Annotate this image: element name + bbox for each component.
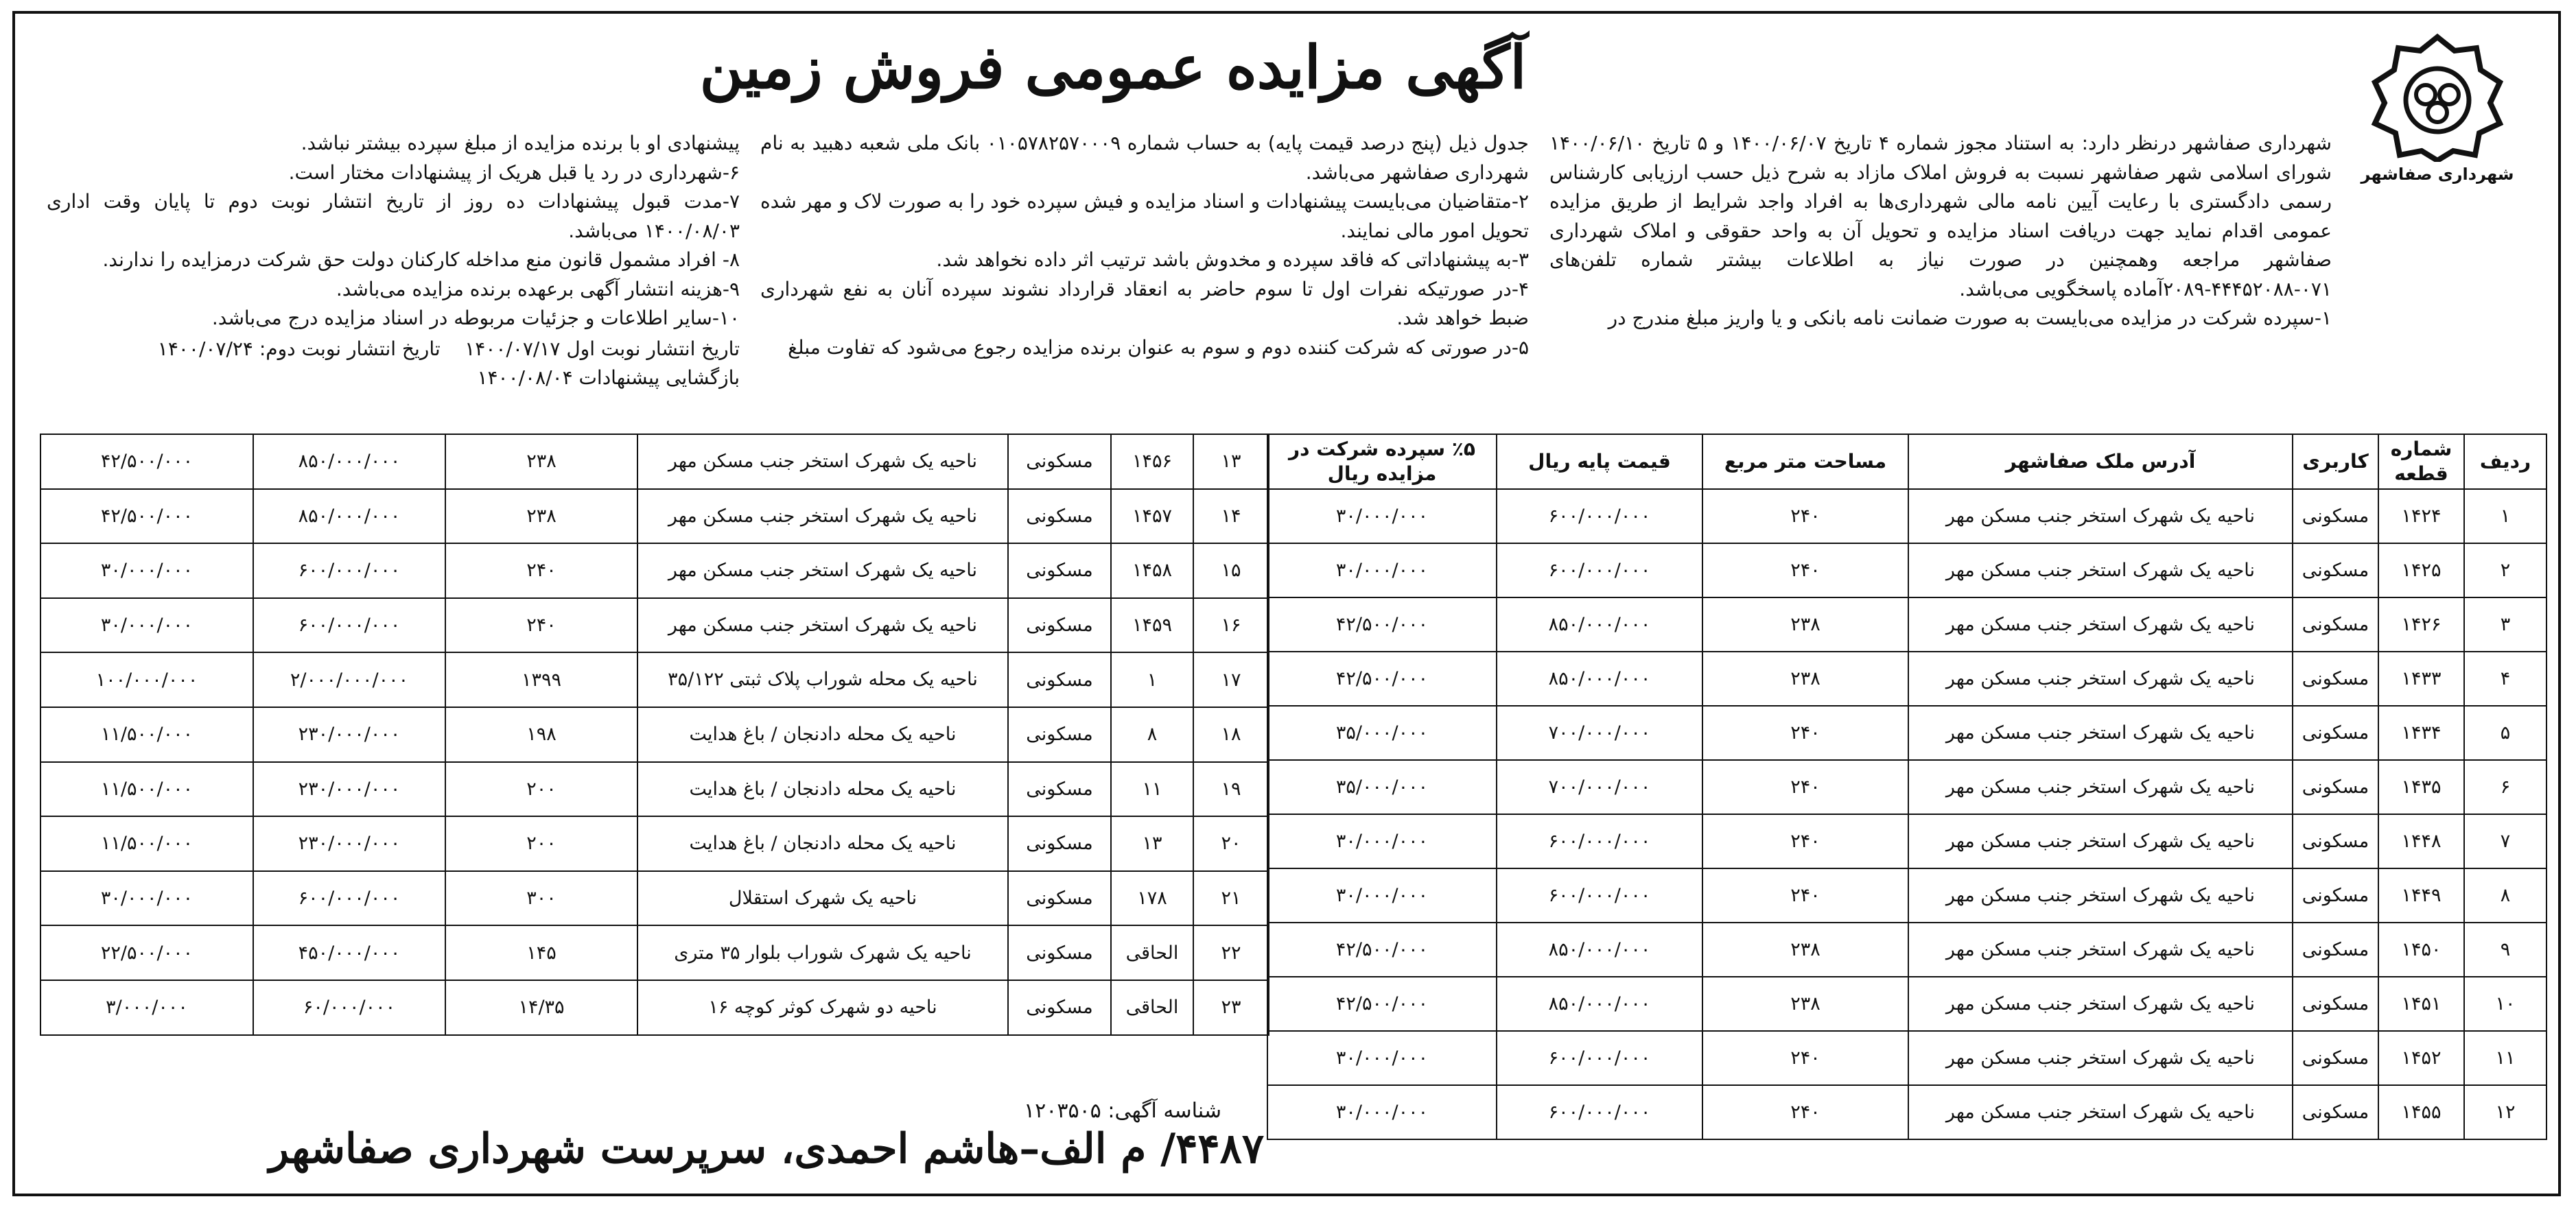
row-number-cell: ۱۶	[1193, 598, 1269, 653]
plot-number-cell: ۱۴۳۵	[2378, 760, 2464, 814]
address-cell: ناحیه یک شهرک شوراب بلوار ۳۵ متری	[637, 925, 1008, 980]
header-area: مساحت متر مربع	[1702, 434, 1908, 489]
address-cell: ناحیه یک شهرک استخر جنب مسکن مهر	[637, 489, 1008, 544]
deposit-cell: ۴۲/۵۰۰/۰۰۰	[1267, 977, 1497, 1031]
publication-first: تاریخ انتشار نوبت اول ۱۴۰۰/۰۷/۱۷	[465, 337, 740, 360]
deposit-cell: ۴۲/۵۰۰/۰۰۰	[40, 434, 253, 489]
publication-dates	[47, 335, 740, 364]
intro-column	[1549, 129, 2332, 333]
usage-cell: مسکونی	[1008, 925, 1111, 980]
deposit-cell: ۴۲/۵۰۰/۰۰۰	[1267, 597, 1497, 652]
row-number-cell: ۱۳	[1193, 434, 1269, 489]
plot-number-cell: ۱۴۴۸	[2378, 814, 2464, 868]
usage-cell: مسکونی	[1008, 434, 1111, 489]
row-number-cell: ۴	[2464, 652, 2546, 706]
row-number-cell: ۲۳	[1193, 980, 1269, 1035]
usage-cell: مسکونی	[2293, 597, 2378, 652]
table-row	[1267, 706, 2546, 760]
table-row	[40, 652, 1269, 707]
row-number-cell: ۱۸	[1193, 707, 1269, 762]
plot-number-cell: ۱۴۵۸	[1111, 543, 1193, 598]
base-price-cell: ۶۰۰/۰۰۰/۰۰۰	[1497, 1085, 1702, 1139]
deposit-cell: ۳۵/۰۰۰/۰۰۰	[1267, 706, 1497, 760]
usage-cell: مسکونی	[1008, 543, 1111, 598]
header-address: آدرس ملک صفاشهر	[1908, 434, 2293, 489]
row-number-cell: ۲	[2464, 543, 2546, 597]
table-row	[1267, 977, 2546, 1031]
usage-cell: مسکونی	[2293, 652, 2378, 706]
base-price-cell: ۲۳۰/۰۰۰/۰۰۰	[253, 707, 445, 762]
row-number-cell: ۷	[2464, 814, 2546, 868]
plot-number-cell: ۱۷۸	[1111, 871, 1193, 926]
plot-number-cell: ۱۴۵۵	[2378, 1085, 2464, 1139]
area-cell: ۲۴۰	[1702, 706, 1908, 760]
area-cell: ۲۳۸	[1702, 597, 1908, 652]
address-cell: ناحیه یک شهرک استخر جنب مسکن مهر	[1908, 543, 2293, 597]
area-cell: ۲۴۰	[445, 598, 637, 653]
terms-left-column	[47, 129, 740, 393]
term-5: ۵-در صورتی که شرکت کننده دوم و سوم به عنوان برنده مزایده رجوع می‌شود که تفاوت مبلغ	[788, 335, 1529, 359]
term-6: ۶-شهرداری در رد یا قبل هریک از پیشنهادات مختار است.	[288, 161, 740, 184]
plot-number-cell: ۱۴۵۱	[2378, 977, 2464, 1031]
usage-cell: مسکونی	[1008, 652, 1111, 707]
signature: ۴۴۸۷/ م الف–هاشم احمدی، سرپرست شهرداری صفاشهر	[269, 1125, 1265, 1173]
row-number-cell: ۳	[2464, 597, 2546, 652]
plot-number-cell: ۱۴۵۷	[1111, 489, 1193, 544]
deposit-cell: ۱۰۰/۰۰۰/۰۰۰	[40, 652, 253, 707]
deposit-cell: ۴۲/۵۰۰/۰۰۰	[1267, 923, 1497, 977]
row-number-cell: ۱۱	[2464, 1031, 2546, 1085]
address-cell: ناحیه یک شهرک استخر جنب مسکن مهر	[1908, 814, 2293, 868]
plot-number-cell: ۱۴۵۲	[2378, 1031, 2464, 1085]
table-row	[1267, 652, 2546, 706]
deposit-cell: ۴۲/۵۰۰/۰۰۰	[1267, 652, 1497, 706]
intro-term-1: ۱-سپرده شرکت در مزایده می‌بایست به صورت ضمانت نامه بانکی و یا واریز مبلغ مندرج در	[1608, 307, 2332, 329]
row-number-cell: ۲۲	[1193, 925, 1269, 980]
address-cell: ناحیه یک محله دادنجان / باغ هدایت	[637, 816, 1008, 871]
deposit-cell: ۳۰/۰۰۰/۰۰۰	[1267, 814, 1497, 868]
base-price-cell: ۷۰۰/۰۰۰/۰۰۰	[1497, 760, 1702, 814]
base-price-cell: ۶۰۰/۰۰۰/۰۰۰	[253, 871, 445, 926]
area-cell: ۲۴۰	[1702, 489, 1908, 543]
usage-cell: مسکونی	[2293, 1031, 2378, 1085]
base-price-cell: ۲۳۰/۰۰۰/۰۰۰	[253, 762, 445, 817]
base-price-cell: ۶۰۰/۰۰۰/۰۰۰	[253, 598, 445, 653]
header-deposit: ٪۵ سپرده شرکت در مزایده ریال	[1267, 434, 1497, 489]
deposit-cell: ۳۰/۰۰۰/۰۰۰	[1267, 868, 1497, 923]
table-row	[40, 598, 1269, 653]
base-price-cell: ۲/۰۰۰/۰۰۰/۰۰۰	[253, 652, 445, 707]
area-cell: ۲۴۰	[1702, 868, 1908, 923]
table-row	[1267, 543, 2546, 597]
row-number-cell: ۲۱	[1193, 871, 1269, 926]
usage-cell: مسکونی	[2293, 923, 2378, 977]
row-number-cell: ۶	[2464, 760, 2546, 814]
base-price-cell: ۷۰۰/۰۰۰/۰۰۰	[1497, 706, 1702, 760]
header-plot-number: شماره قطعه	[2378, 434, 2464, 489]
row-number-cell: ۱۴	[1193, 489, 1269, 544]
table-row	[40, 871, 1269, 926]
row-number-cell: ۹	[2464, 923, 2546, 977]
area-cell: ۲۰۰	[445, 762, 637, 817]
plot-number-cell: ۱۴۲۵	[2378, 543, 2464, 597]
deposit-cell: ۳۵/۰۰۰/۰۰۰	[1267, 760, 1497, 814]
base-price-cell: ۶۰۰/۰۰۰/۰۰۰	[253, 543, 445, 598]
deposit-cell: ۳۰/۰۰۰/۰۰۰	[40, 543, 253, 598]
row-number-cell: ۱۰	[2464, 977, 2546, 1031]
deposit-cell: ۳۰/۰۰۰/۰۰۰	[1267, 1031, 1497, 1085]
address-cell: ناحیه دو شهرک کوثر کوچه ۱۶	[637, 980, 1008, 1035]
row-number-cell: ۱۹	[1193, 762, 1269, 817]
area-cell: ۲۳۸	[1702, 977, 1908, 1031]
header-base-price: قیمت پایه ریال	[1497, 434, 1702, 489]
term-2: ۲-متقاضیان می‌بایست پیشنهادات و اسناد مزایده و فیش سپرده خود را به صورت لاک و مهر شده تحویل امور مالی نمایند.	[760, 190, 1529, 242]
address-cell: ناحیه یک محله شوراب پلاک ثبتی ۳۵/۱۲۲	[637, 652, 1008, 707]
table-row	[40, 434, 1269, 489]
table-row	[1267, 760, 2546, 814]
area-cell: ۲۳۸	[1702, 923, 1908, 977]
plot-number-cell: الحاقی	[1111, 980, 1193, 1035]
base-price-cell: ۸۵۰/۰۰۰/۰۰۰	[1497, 597, 1702, 652]
usage-cell: مسکونی	[1008, 816, 1111, 871]
address-cell: ناحیه یک محله دادنجان / باغ هدایت	[637, 762, 1008, 817]
deposit-cell: ۳۰/۰۰۰/۰۰۰	[1267, 489, 1497, 543]
deposit-cell: ۳۰/۰۰۰/۰۰۰	[40, 598, 253, 653]
base-price-cell: ۸۵۰/۰۰۰/۰۰۰	[1497, 977, 1702, 1031]
address-cell: ناحیه یک شهرک استخر جنب مسکن مهر	[1908, 652, 2293, 706]
plot-number-cell: ۱۴۵۹	[1111, 598, 1193, 653]
plot-number-cell: ۱۴۵۶	[1111, 434, 1193, 489]
plot-number-cell: ۱۱	[1111, 762, 1193, 817]
row-number-cell: ۸	[2464, 868, 2546, 923]
plot-number-cell: ۱	[1111, 652, 1193, 707]
base-price-cell: ۸۵۰/۰۰۰/۰۰۰	[253, 434, 445, 489]
base-price-cell: ۴۵۰/۰۰۰/۰۰۰	[253, 925, 445, 980]
usage-cell: مسکونی	[2293, 543, 2378, 597]
usage-cell: مسکونی	[1008, 762, 1111, 817]
table-row	[1267, 868, 2546, 923]
area-cell: ۳۰۰	[445, 871, 637, 926]
row-number-cell: ۱۷	[1193, 652, 1269, 707]
base-price-cell: ۲۳۰/۰۰۰/۰۰۰	[253, 816, 445, 871]
row-number-cell: ۱۵	[1193, 543, 1269, 598]
table-row	[40, 543, 1269, 598]
properties-table-left	[40, 434, 1269, 1036]
page-title: آگهی مزایده عمومی فروش زمین	[699, 33, 1527, 102]
address-cell: ناحیه یک شهرک استخر جنب مسکن مهر	[1908, 597, 2293, 652]
table-row	[40, 489, 1269, 544]
usage-cell: مسکونی	[1008, 489, 1111, 544]
term-4: ۴-در صورتیکه نفرات اول تا سوم حاضر به انعقاد قرارداد نشوند سپرده آنان به نفع شهرداری ضبط خواهد شد.	[760, 277, 1529, 329]
usage-cell: مسکونی	[2293, 1085, 2378, 1139]
deposit-cell: ۳۰/۰۰۰/۰۰۰	[1267, 1085, 1497, 1139]
table-row	[1267, 1085, 2546, 1139]
address-cell: ناحیه یک شهرک استخر جنب مسکن مهر	[1908, 1031, 2293, 1085]
address-cell: ناحیه یک شهرک استخر جنب مسکن مهر	[1908, 868, 2293, 923]
usage-cell: مسکونی	[2293, 868, 2378, 923]
area-cell: ۱۴۵	[445, 925, 637, 980]
row-number-cell: ۱۲	[2464, 1085, 2546, 1139]
base-price-cell: ۶۰۰/۰۰۰/۰۰۰	[1497, 543, 1702, 597]
area-cell: ۲۳۸	[445, 434, 637, 489]
header-row-number: ردیف	[2464, 434, 2546, 489]
table-row	[40, 925, 1269, 980]
term-7: ۷-مدت قبول پیشنهادات ده روز از تاریخ انتشار نوبت دوم تا پایان وقت اداری ۱۴۰۰/۰۸/۰۳ می‌باشد.	[47, 190, 740, 242]
publication-second: تاریخ انتشار نوبت دوم: ۱۴۰۰/۰۷/۲۴	[157, 337, 441, 360]
header-usage: کاربری	[2293, 434, 2378, 489]
row-number-cell: ۱	[2464, 489, 2546, 543]
base-price-cell: ۶۰۰/۰۰۰/۰۰۰	[1497, 814, 1702, 868]
plot-number-cell: ۱۴۳۴	[2378, 706, 2464, 760]
base-price-cell: ۶۰۰/۰۰۰/۰۰۰	[1497, 489, 1702, 543]
usage-cell: مسکونی	[1008, 871, 1111, 926]
deposit-cell: ۳/۰۰۰/۰۰۰	[40, 980, 253, 1035]
table-row	[1267, 489, 2546, 543]
area-cell: ۱۴/۳۵	[445, 980, 637, 1035]
table-row	[40, 816, 1269, 871]
term-line: پیشنهادی او با برنده مزایده از مبلغ سپرده بیشتر نباشد.	[301, 132, 740, 154]
deposit-cell: ۲۲/۵۰۰/۰۰۰	[40, 925, 253, 980]
term-line: جدول ذیل (پنج درصد قیمت پایه) به حساب شماره ۰۱۰۵۷۸۲۵۷۰۰۰۹ بانک ملی شعبه دهبید به نام شهرداری صفاشهر می‌باشد.	[760, 132, 1529, 184]
plot-number-cell: الحاقی	[1111, 925, 1193, 980]
address-cell: ناحیه یک شهرک استقلال	[637, 871, 1008, 926]
table-row	[1267, 1031, 2546, 1085]
term-9: ۹-هزینه انتشار آگهی برعهده برنده مزایده می‌باشد.	[336, 277, 740, 300]
base-price-cell: ۶۰۰/۰۰۰/۰۰۰	[1497, 1031, 1702, 1085]
logo-caption: شهرداری صفاشهر	[2361, 165, 2514, 184]
area-cell: ۲۴۰	[445, 543, 637, 598]
plot-number-cell: ۱۴۲۶	[2378, 597, 2464, 652]
base-price-cell: ۸۵۰/۰۰۰/۰۰۰	[1497, 652, 1702, 706]
usage-cell: مسکونی	[2293, 706, 2378, 760]
table-row	[1267, 814, 2546, 868]
table-row	[1267, 923, 2546, 977]
table-row	[1267, 597, 2546, 652]
area-cell: ۲۳۸	[1702, 652, 1908, 706]
address-cell: ناحیه یک شهرک استخر جنب مسکن مهر	[1908, 1085, 2293, 1139]
usage-cell: مسکونی	[2293, 814, 2378, 868]
area-cell: ۲۴۰	[1702, 760, 1908, 814]
deposit-cell: ۳۰/۰۰۰/۰۰۰	[40, 871, 253, 926]
area-cell: ۲۰۰	[445, 816, 637, 871]
table-header-row	[1267, 434, 2546, 489]
emblem-icon	[2358, 32, 2516, 162]
base-price-cell: ۶۰/۰۰۰/۰۰۰	[253, 980, 445, 1035]
term-8: ۸- افراد مشمول قانون منع مداخله کارکنان دولت حق شرکت درمزایده را ندارند.	[102, 248, 740, 271]
address-cell: ناحیه یک شهرک استخر جنب مسکن مهر	[637, 543, 1008, 598]
deposit-cell: ۳۰/۰۰۰/۰۰۰	[1267, 543, 1497, 597]
deposit-cell: ۱۱/۵۰۰/۰۰۰	[40, 816, 253, 871]
address-cell: ناحیه یک شهرک استخر جنب مسکن مهر	[1908, 760, 2293, 814]
plot-number-cell: ۱۴۳۳	[2378, 652, 2464, 706]
deposit-cell: ۴۲/۵۰۰/۰۰۰	[40, 489, 253, 544]
ad-code: شناسه آگهی: ۱۲۰۳۵۰۵	[1024, 1099, 1221, 1123]
deposit-cell: ۱۱/۵۰۰/۰۰۰	[40, 762, 253, 817]
base-price-cell: ۸۵۰/۰۰۰/۰۰۰	[1497, 923, 1702, 977]
area-cell: ۱۳۹۹	[445, 652, 637, 707]
deposit-cell: ۱۱/۵۰۰/۰۰۰	[40, 707, 253, 762]
term-10: ۱۰-سایر اطلاعات و جزئیات مربوطه در اسناد مزایده درج می‌باشد.	[211, 307, 740, 329]
properties-table-right	[1267, 434, 2547, 1140]
area-cell: ۲۴۰	[1702, 814, 1908, 868]
plot-number-cell: ۱۴۴۹	[2378, 868, 2464, 923]
address-cell: ناحیه یک شهرک استخر جنب مسکن مهر	[1908, 706, 2293, 760]
base-price-cell: ۸۵۰/۰۰۰/۰۰۰	[253, 489, 445, 544]
area-cell: ۲۳۸	[445, 489, 637, 544]
table-row	[40, 707, 1269, 762]
terms-middle-column	[760, 129, 1529, 362]
row-number-cell: ۲۰	[1193, 816, 1269, 871]
area-cell: ۲۴۰	[1702, 1031, 1908, 1085]
plot-number-cell: ۸	[1111, 707, 1193, 762]
table-row	[40, 762, 1269, 817]
address-cell: ناحیه یک شهرک استخر جنب مسکن مهر	[637, 434, 1008, 489]
usage-cell: مسکونی	[1008, 707, 1111, 762]
municipality-logo	[2334, 32, 2540, 196]
address-cell: ناحیه یک شهرک استخر جنب مسکن مهر	[1908, 489, 2293, 543]
plot-number-cell: ۱۴۲۴	[2378, 489, 2464, 543]
address-cell: ناحیه یک شهرک استخر جنب مسکن مهر	[637, 598, 1008, 653]
table-row	[40, 980, 1269, 1035]
plot-number-cell: ۱۴۵۰	[2378, 923, 2464, 977]
usage-cell: مسکونی	[2293, 977, 2378, 1031]
auction-notice	[12, 11, 2561, 1196]
area-cell: ۲۴۰	[1702, 543, 1908, 597]
term-3: ۳-به پیشنهاداتی که فاقد سپرده و مخدوش باشد ترتیب اثر داده نخواهد شد.	[936, 248, 1529, 271]
area-cell: ۲۴۰	[1702, 1085, 1908, 1139]
usage-cell: مسکونی	[2293, 760, 2378, 814]
address-cell: ناحیه یک محله دادنجان / باغ هدایت	[637, 707, 1008, 762]
area-cell: ۱۹۸	[445, 707, 637, 762]
usage-cell: مسکونی	[1008, 980, 1111, 1035]
usage-cell: مسکونی	[1008, 598, 1111, 653]
opening-date: بازگشایی پیشنهادات ۱۴۰۰/۰۸/۰۴	[477, 366, 740, 389]
plot-number-cell: ۱۳	[1111, 816, 1193, 871]
address-cell: ناحیه یک شهرک استخر جنب مسکن مهر	[1908, 923, 2293, 977]
base-price-cell: ۶۰۰/۰۰۰/۰۰۰	[1497, 868, 1702, 923]
address-cell: ناحیه یک شهرک استخر جنب مسکن مهر	[1908, 977, 2293, 1031]
intro-paragraph: شهرداری صفاشهر درنظر دارد: به استناد مجوز شماره ۴ تاریخ ۱۴۰۰/۰۶/۰۷ و ۵ تاریخ ۱۴۰۰/۰۶/۱۰ شورای اسلامی شهر صفاشهر نسبت به فروش املاک مازاد به شرح ذیل حسب ارزیابی کارشناس رسمی دادگستری با رعایت آیین نامه مالی شهرداری‌ها به افراد واجد شرایط از طریق مزایده عمومی اقدام نماید جهت دریافت اسناد مزایده و تحویل آن به واحد حقوقی و املاک شهرداری صفاشهر مراجعه وهمچنین در صورت نیاز به اطلاعات بیشتر شماره تلفن‌های ۰۷۱-۴۴۴۵۲۰۸۸-۲۰۸۹آماده پاسخگویی می‌باشد.	[1549, 132, 2332, 300]
row-number-cell: ۵	[2464, 706, 2546, 760]
usage-cell: مسکونی	[2293, 489, 2378, 543]
